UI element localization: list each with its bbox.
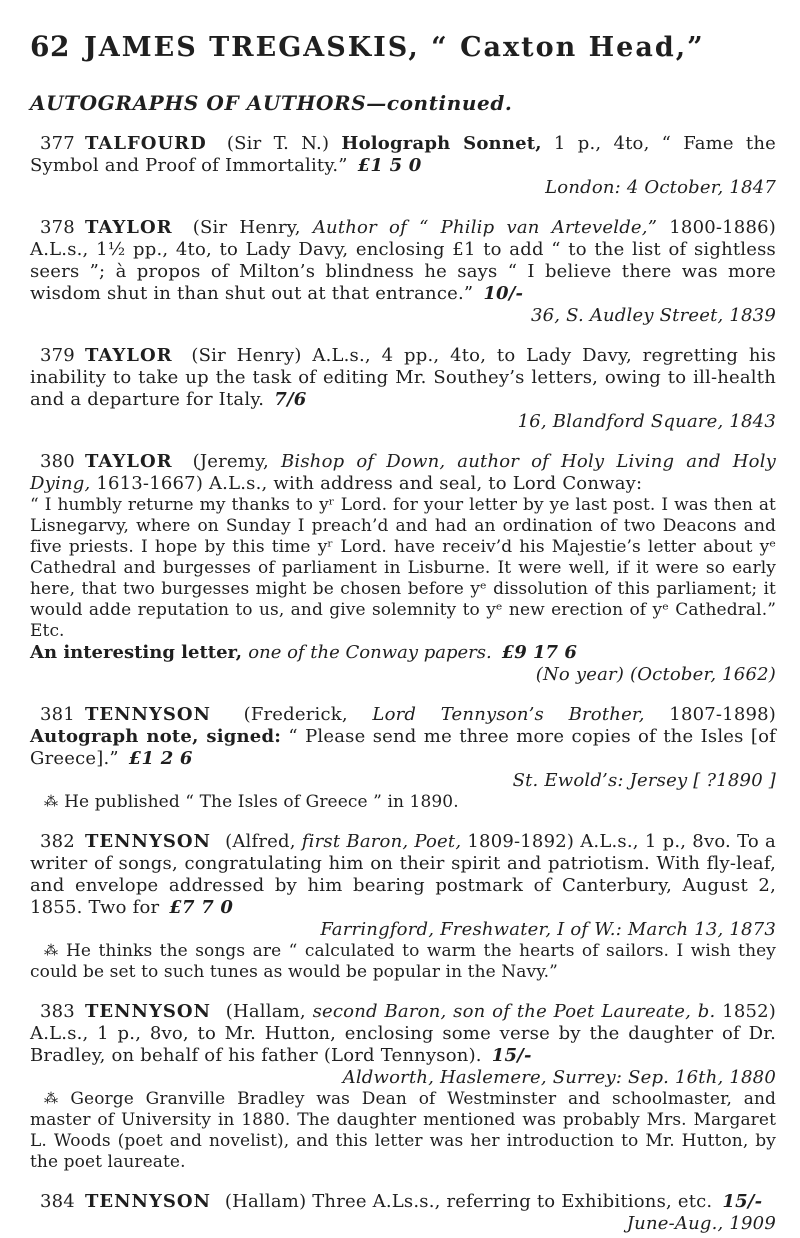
entry-dates: 1807-1898)	[669, 704, 777, 725]
entry-note-text: He published “ The Isles of Greece ” in 1890.	[64, 792, 459, 812]
entry-remark-italic: one of the Conway papers.	[248, 642, 492, 663]
entry-location: 36, S. Audley Street, 1839	[530, 305, 776, 326]
entry-price: £1 5 0	[357, 155, 422, 176]
entry-description: (Alfred,	[225, 831, 296, 852]
entry-price: £1 2 6	[128, 748, 193, 769]
entry-price: 15/-	[722, 1191, 763, 1212]
entry-text	[30, 1001, 776, 1067]
entry-author: TENNYSON	[84, 1191, 211, 1212]
entry-details: 1809-1892) A.L.s., 1 p., 8vo. To a writer of songs, congratulating him on their spirit and patriotism. With fly-leaf, and envelope addressed by him bearing postmark of Canterbury, August 2, 1855. Two for	[30, 831, 776, 918]
entry-author: TENNYSON	[84, 1001, 211, 1022]
entry-price: £7 7 0	[169, 897, 234, 918]
entry-number: 379	[40, 345, 75, 366]
entry-description: (Sir Henry,	[192, 217, 301, 238]
entry-location: St. Ewold’s: Jersey [ ?1890 ]	[512, 770, 776, 791]
entry-details: 1800-1886) A.L.s., 1½ pp., 4to, to Lady Davy, enclosing £1 to add “ to the list of sightless seers ”; à propos of Milton’s blindness he says “ I believe there was more wisdom shut in than shut out at that entrance.”	[30, 217, 776, 304]
entry-number: 382	[40, 831, 75, 852]
entry-note-text: George Granville Bradley was Dean of Westminster and schoolmaster, and master of University in 1880. The daughter mentioned was probably Mrs. Margaret L. Woods (poet and novelist), and this letter was her introduction to Mr. Hutton, by the poet laureate.	[30, 1089, 776, 1172]
entry-location: June-Aug., 1909	[626, 1213, 776, 1234]
catalogue-entry	[30, 345, 776, 433]
entry-location: 16, Blandford Square, 1843	[517, 411, 776, 432]
entry-location: London: 4 October, 1847	[545, 177, 776, 198]
entry-description-italic: Author of “ Philip van Artevelde,”	[312, 217, 658, 238]
entry-details: 1613-1667) A.L.s., with address and seal, to Lord Conway:	[96, 473, 643, 494]
entry-text	[30, 345, 776, 411]
entry-author: TAYLOR	[84, 345, 173, 366]
entry-description-italic: Bishop of Down, author of Holy Living and Holy Dying,	[30, 451, 777, 494]
entry-description: (Hallam) Three A.Ls.s., referring to Exhibitions, etc.	[224, 1191, 713, 1212]
catalogue-entry	[30, 133, 776, 199]
entry-text	[30, 1191, 776, 1213]
entry-remark-bold: An interesting letter,	[30, 642, 242, 663]
entry-remark	[30, 642, 776, 664]
entry-number: 381	[40, 704, 75, 725]
catalogue-entry	[30, 704, 776, 813]
entry-note	[30, 1089, 776, 1173]
entry-author: TENNYSON	[84, 831, 211, 852]
entry-author: TALFOURD	[84, 133, 207, 154]
entry-number: 380	[40, 451, 75, 472]
asterism-icon: ⁂	[44, 943, 60, 959]
entry-description: (Hallam,	[225, 1001, 306, 1022]
entry-author: TENNYSON	[84, 704, 211, 725]
entry-number: 377	[40, 133, 75, 154]
entry-location: Aldworth, Haslemere, Surrey: Sep. 16th, 1880	[342, 1067, 776, 1088]
entry-text	[30, 704, 776, 770]
entry-number: 384	[40, 1191, 75, 1212]
entry-text	[30, 451, 776, 495]
entry-item-type: Holograph Sonnet,	[341, 133, 542, 154]
catalogue-entry	[30, 1001, 776, 1173]
entry-description-italic: first Baron, Poet,	[301, 831, 462, 852]
entry-details: 1852) A.L.s., 1 p., 8vo, to Mr. Hutton, enclosing some verse by the daughter of Dr. Bradley, on behalf of his father (Lord Tennyson).	[30, 1001, 777, 1066]
catalogue-entry	[30, 831, 776, 983]
entry-author: TAYLOR	[84, 451, 173, 472]
entry-description-italic: second Baron, son of the Poet Laureate, b.	[312, 1001, 716, 1022]
entry-price: 7/6	[274, 389, 307, 410]
entry-price: 15/-	[491, 1045, 532, 1066]
entry-details: 1 p., 4to, “ Fame the Symbol and Proof of Immortality.”	[30, 133, 777, 176]
running-head	[30, 30, 776, 63]
entry-text	[30, 217, 776, 305]
entry-author: TAYLOR	[84, 217, 173, 238]
entry-text	[30, 133, 776, 177]
entry-location: (No year) (October, 1662)	[535, 664, 776, 685]
page-number: 62	[30, 30, 70, 63]
entry-text	[30, 831, 776, 919]
entry-price: £9 17 6	[501, 642, 577, 663]
entry-description: (Jeremy,	[192, 451, 269, 472]
entry-description: (Sir Henry) A.L.s., 4 pp., 4to, to Lady Davy, regretting his inability to take up the task of editing Mr. Southey’s letters, owing to ill-health and a departure for Italy.	[30, 345, 777, 410]
asterism-icon: ⁂	[44, 1091, 65, 1107]
entry-quotation: “ I humbly returne my thanks to yʳ Lord. for your letter by ye last post. I was then at Lisnegarvy, where on Sunday I preach’d and had an ordination of two Deacons and five priests. I hope by this time yʳ Lord. have receiv’d his Majestie’s letter about yᵉ Cathedral and burgesses of parliament in Lisburne. It were well, if it were so early here, that two burgesses might be chosen before yᵉ dissolution of this parliament; it would adde reputation to us, and give solemnity to yᵉ new erection of yᵉ Cathedral.” Etc.	[30, 495, 776, 641]
catalogue-entry	[30, 451, 776, 686]
entry-description-italic: Lord Tennyson’s Brother,	[372, 704, 645, 725]
entry-note	[30, 792, 776, 813]
entry-note	[30, 941, 776, 983]
entry-number: 383	[40, 1001, 75, 1022]
entry-item-type: Autograph note, signed:	[30, 726, 282, 747]
catalogue-entry	[30, 217, 776, 327]
entry-details: “ Please send me three more copies of the Isles [of Greece].”	[30, 726, 776, 769]
entry-price: 10/-	[483, 283, 524, 304]
entry-location: Farringford, Freshwater, I of W.: March 13, 1873	[320, 919, 776, 940]
catalogue-entry	[30, 1191, 776, 1235]
section-title: AUTOGRAPHS OF AUTHORS—continued.	[30, 91, 513, 115]
asterism-icon: ⁂	[44, 794, 59, 810]
entry-description: (Frederick,	[243, 704, 348, 725]
entry-note-text: He thinks the songs are “ calculated to warm the hearts of sailors. I wish they could be set to such tunes as would be popular in the Navy.”	[30, 941, 776, 982]
running-title: JAMES TREGASKIS, “ Caxton Head,”	[84, 32, 705, 63]
entry-number: 378	[40, 217, 75, 238]
entry-description: (Sir T. N.)	[226, 133, 330, 154]
